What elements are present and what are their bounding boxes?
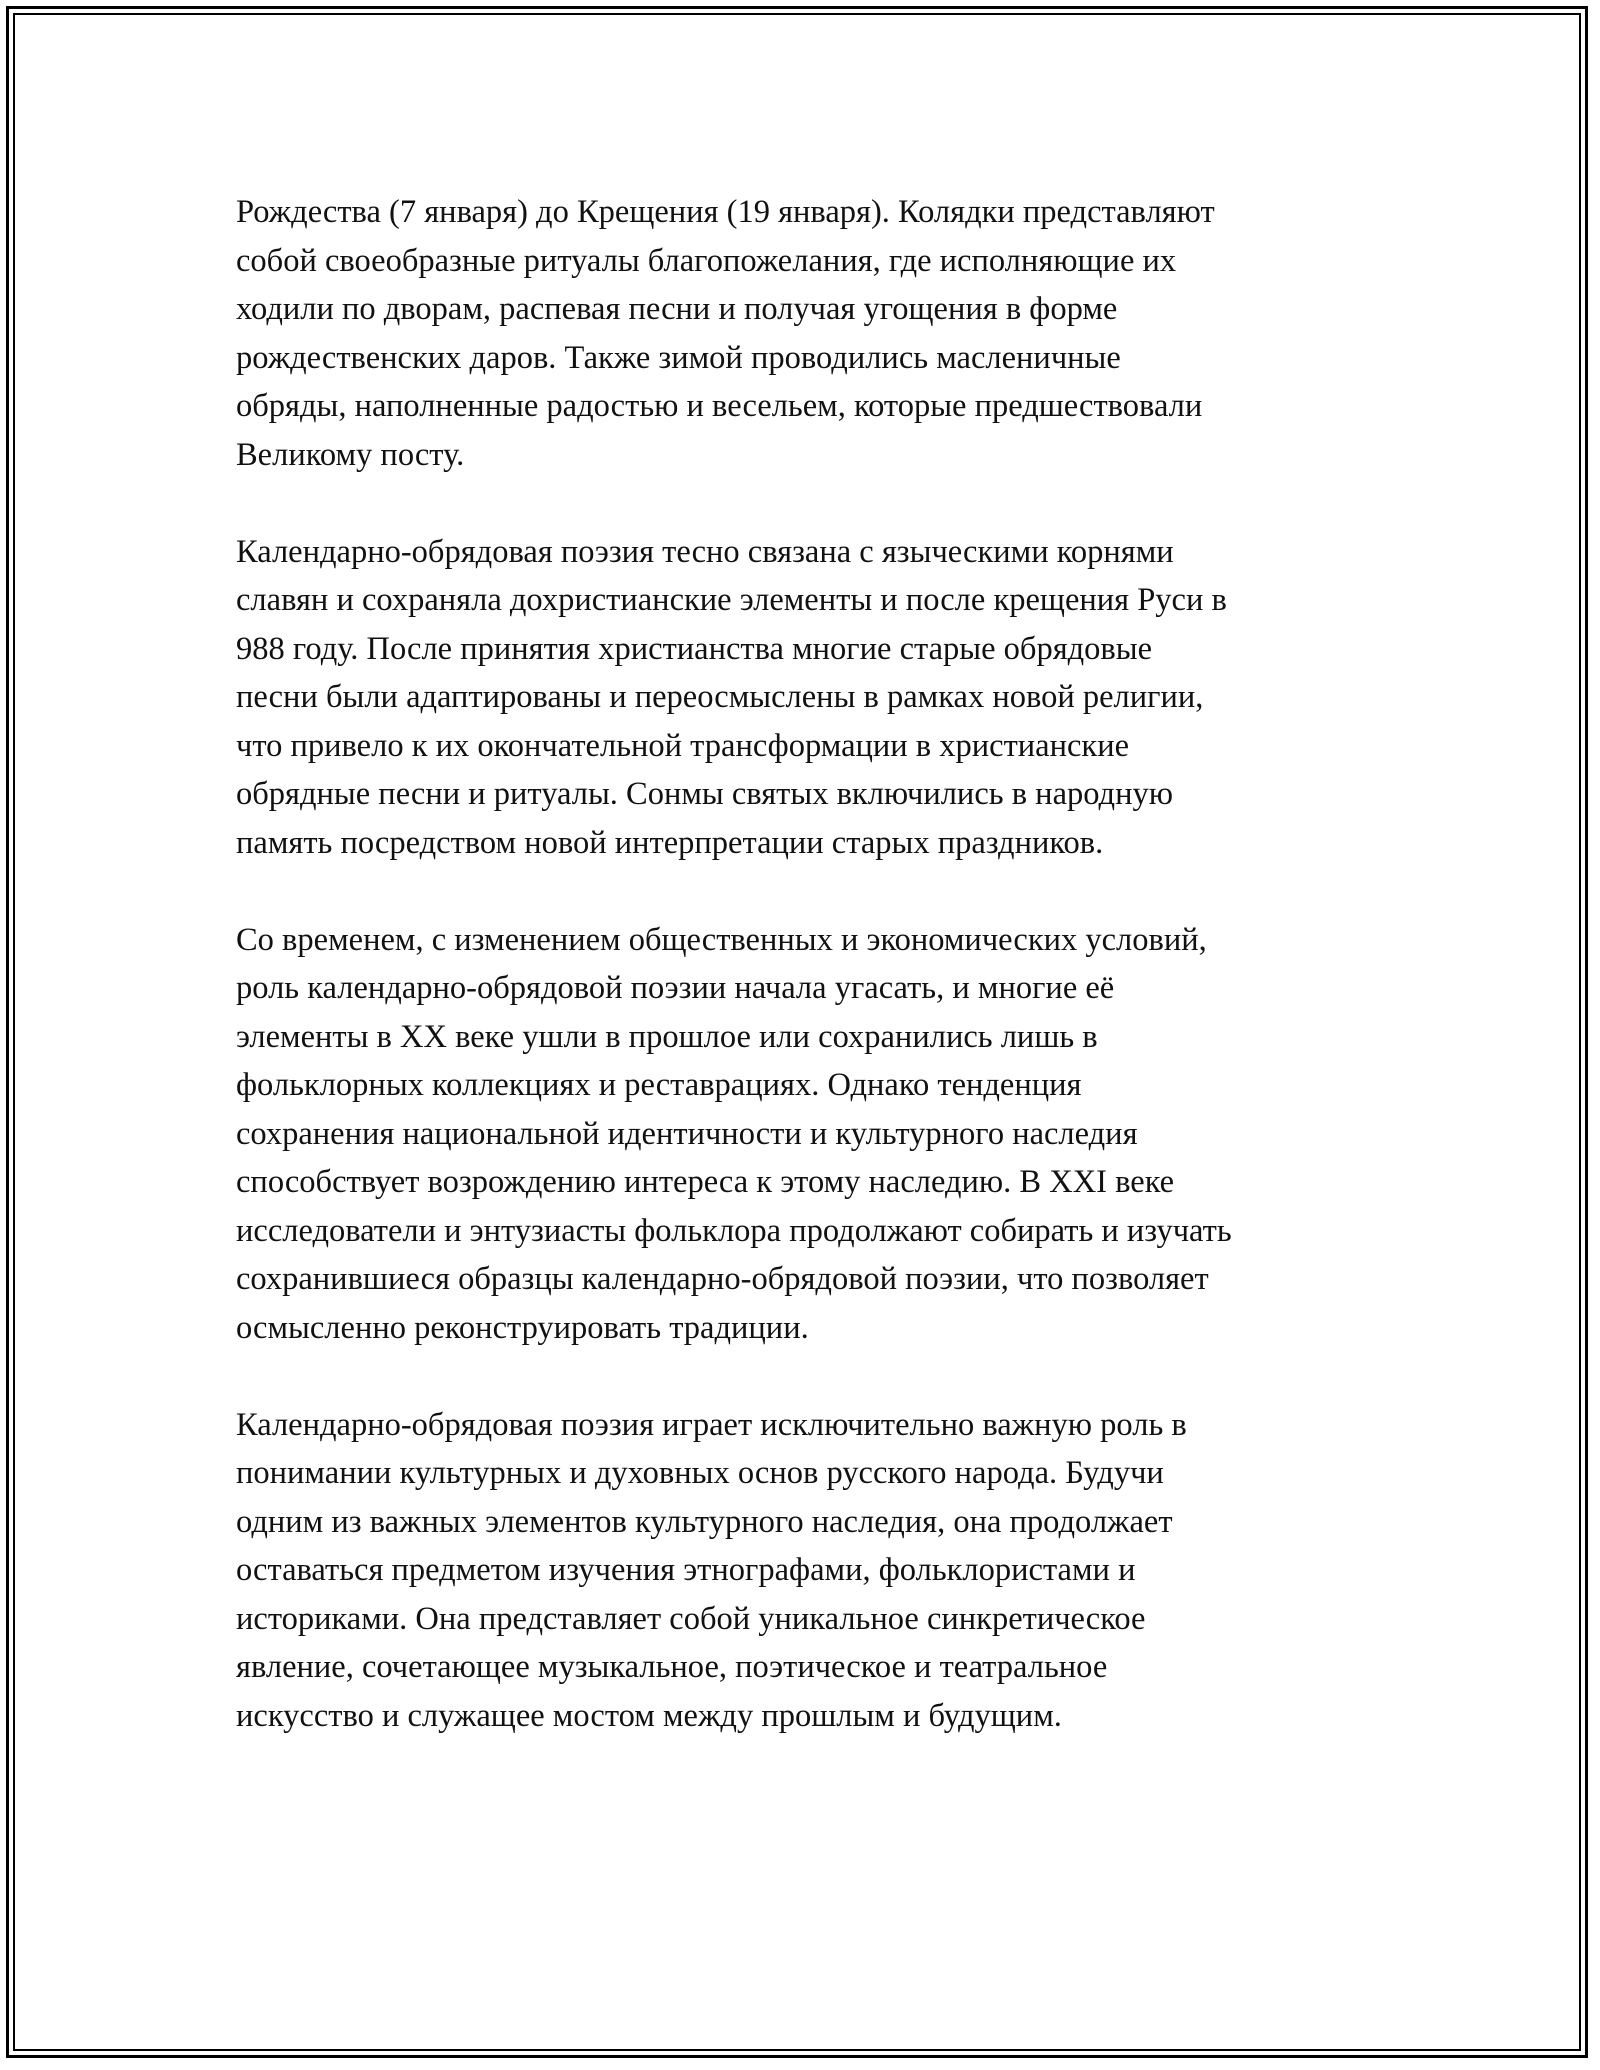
text-line: понимании культурных и духовных основ русского народа. Будучи [236, 1455, 1164, 1491]
text-line: обряды, наполненные радостью и весельем, которые предшествовали [236, 388, 1203, 424]
text-line: ходили по дворам, распевая песни и получая угощения в форме [236, 291, 1118, 327]
text-line: сохранившиеся образцы календарно-обрядовой поэзии, что позволяет [236, 1261, 1209, 1297]
text-line: Календарно-обрядовая поэзия играет исключительно важную роль в [236, 1406, 1187, 1443]
text-line: Великому посту. [236, 436, 465, 473]
text-line: Рождества (7 января) до Крещения (19 января). Колядки представляют [236, 194, 1215, 230]
document-body [236, 188, 1386, 1789]
text-line: рождественских даров. Также зимой проводились масленичные [236, 339, 1121, 376]
text-line: осмысленно реконструировать традиции. [236, 1309, 809, 1346]
text-line: Календарно-обрядовая поэзия тесно связана с языческими корнями [236, 533, 1174, 570]
text-line: историками. Она представляет собой уникальное синкретическое [236, 1600, 1146, 1637]
text-line: что привело к их окончательной трансформации в христианские [236, 727, 1130, 764]
paragraph-2 [236, 528, 1386, 868]
text-line: роль календарно-обрядовой поэзии начала угасать, и многие её [236, 970, 1115, 1006]
text-line: искусство и служащее мостом между прошлым и будущим. [236, 1697, 1062, 1734]
text-line: способствует возрождению интереса к этому наследию. В XXI веке [236, 1164, 1175, 1200]
text-line: песни были адаптированы и переосмыслены в рамках новой религии, [236, 679, 1204, 715]
text-line: память посредством новой интерпретации старых праздников. [236, 824, 1104, 861]
text-line: явление, сочетающее музыкальное, поэтическое и театральное [236, 1649, 1108, 1685]
text-line: оставаться предметом изучения этнографами, фольклористами и [236, 1552, 1136, 1588]
text-line: исследователи и энтузиасты фольклора продолжают собирать и изучать [236, 1212, 1232, 1249]
text-line: фольклорных коллекциях и реставрациях. Однако тенденция [236, 1067, 1082, 1103]
text-line: 988 году. После принятия христианства многие старые обрядовые [236, 630, 1153, 667]
paragraph-1 [236, 188, 1386, 479]
text-line: сохранения национальной идентичности и культурного наследия [236, 1115, 1138, 1152]
text-line: собой своеобразные ритуалы благопожелания, где исполняющие их [236, 242, 1177, 279]
text-line: славян и сохраняла дохристианские элементы и после крещения Руси в [236, 582, 1227, 618]
text-line: элементы в XX веке ушли в прошлое или сохранились лишь в [236, 1018, 1098, 1055]
paragraph-4 [236, 1401, 1386, 1741]
text-line: Со временем, с изменением общественных и экономических условий, [236, 921, 1207, 958]
text-line: одним из важных элементов культурного наследия, она продолжает [236, 1503, 1173, 1540]
text-line: обрядные песни и ритуалы. Сонмы святых включились в народную [236, 776, 1174, 812]
paragraph-3 [236, 916, 1386, 1353]
